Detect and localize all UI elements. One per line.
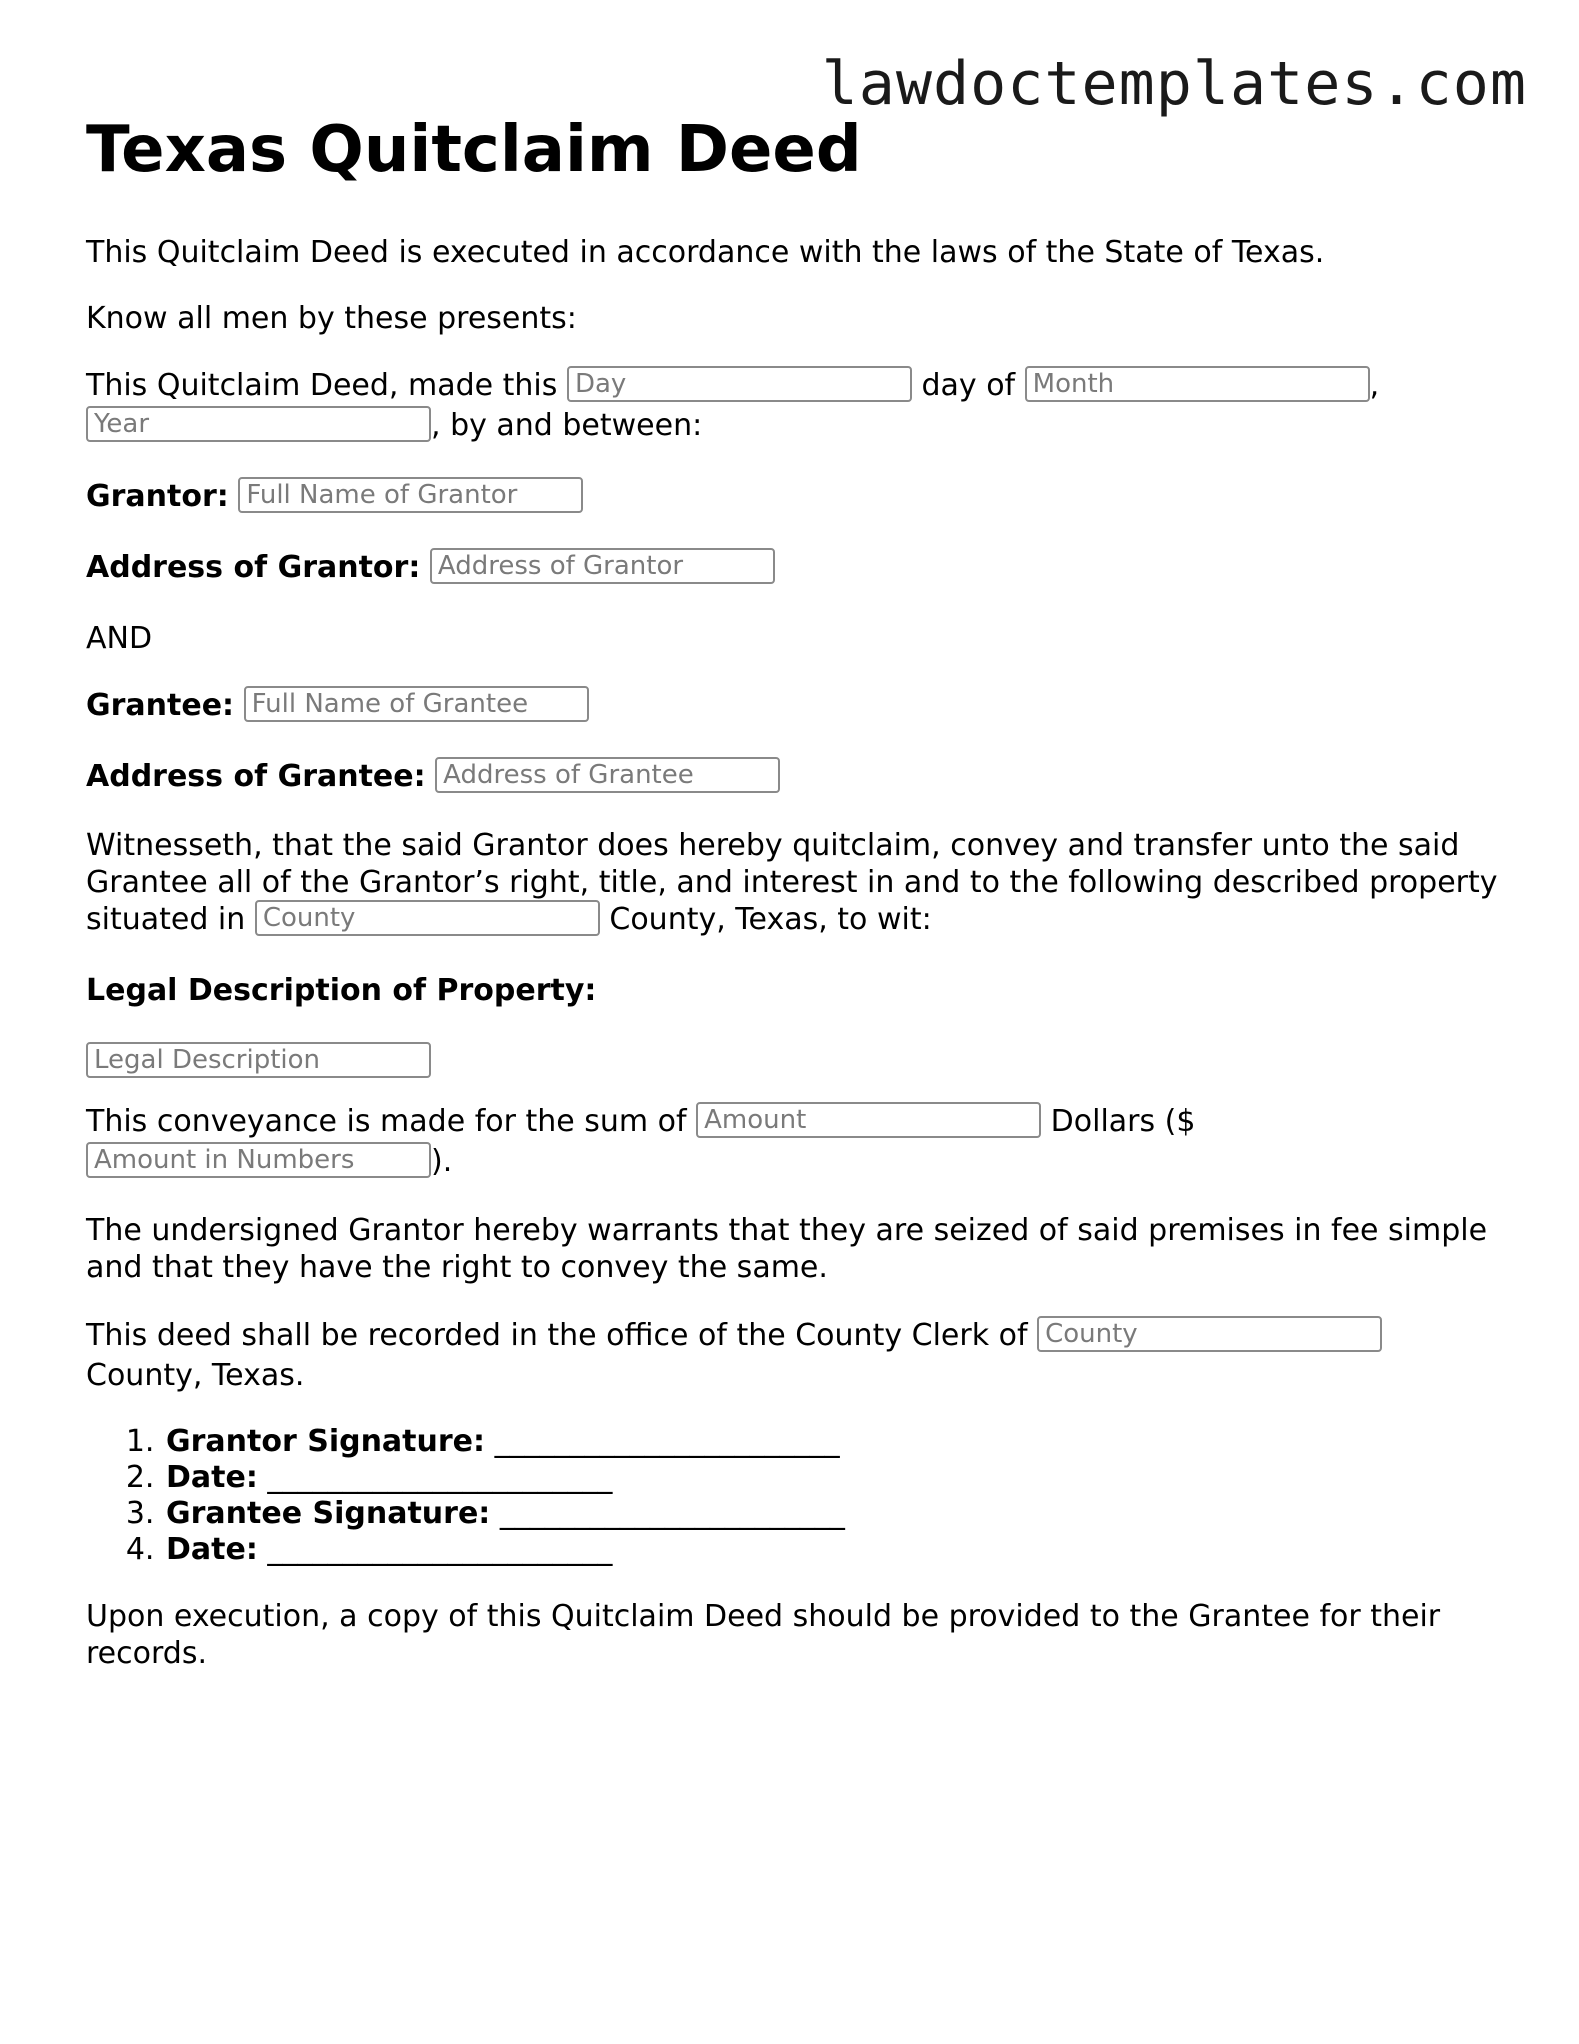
legal-description-row: [86, 1043, 1506, 1080]
warranty-text: The undersigned Grantor hereby warrants that they are seized of said premises in fee simple and that they have the right to convey the same.: [86, 1213, 1488, 1285]
recorded-prefix: This deed shall be recorded in the office of the County Clerk of: [86, 1318, 1028, 1353]
amount-numbers-input[interactable]: [86, 1142, 431, 1178]
recorded-suffix: County, Texas.: [86, 1358, 305, 1393]
signature-line: _______________________: [499, 1496, 845, 1531]
signature-item-grantor: [164, 1424, 1506, 1460]
signature-item-date-1: [164, 1460, 1506, 1496]
grantee-name-input[interactable]: [244, 686, 589, 722]
know-all-text: Know all men by these presents:: [86, 301, 577, 336]
conveyance-prefix: This conveyance is made for the sum of: [86, 1104, 687, 1139]
grantee-address-input[interactable]: [435, 757, 780, 793]
conveyance-paragraph: [86, 1102, 1506, 1182]
dollars-text: Dollars ($: [1050, 1104, 1196, 1139]
grantor-address-input[interactable]: [430, 548, 775, 584]
by-and-between-text: , by and between:: [431, 408, 703, 443]
comma-text: ,: [1369, 368, 1380, 403]
month-input[interactable]: [1025, 366, 1370, 402]
signature-list: [86, 1424, 1506, 1568]
witnesseth-paragraph: [86, 827, 1506, 938]
closing-text: Upon execution, a copy of this Quitclaim Deed should be provided to the Grantee for their records.: [86, 1599, 1441, 1671]
grantee-address-row: [86, 758, 1506, 795]
watermark: lawdoctemplates.com: [821, 49, 1527, 119]
legal-description-heading: Legal Description of Property:: [86, 973, 597, 1008]
conveyance-close: ).: [431, 1144, 453, 1179]
witnesseth-text: Witnesseth, that the said Grantor does hereby quitclaim, convey and transfer unto the said Grantee all of the Grantor’s right, title, and interest in and to the following described property situated in: [86, 828, 1498, 937]
grantor-address-label: Address of Grantor:: [86, 550, 421, 585]
intro-text: This Quitclaim Deed is executed in accordance with the laws of the State of Texas.: [86, 235, 1325, 270]
grantee-row: [86, 687, 1506, 724]
signature-item-date-2: [164, 1532, 1506, 1568]
signature-label: Date:: [166, 1532, 258, 1567]
grantor-address-row: [86, 549, 1506, 586]
legal-description-input[interactable]: [86, 1042, 431, 1078]
recording-county-input[interactable]: [1037, 1316, 1382, 1352]
grantor-label: Grantor:: [86, 479, 229, 514]
signature-line: _______________________: [267, 1460, 613, 1495]
day-of-text: day of: [921, 368, 1016, 403]
signature-label: Date:: [166, 1460, 258, 1495]
day-input[interactable]: [567, 366, 912, 402]
year-input[interactable]: [86, 406, 431, 442]
property-county-input[interactable]: [255, 900, 600, 936]
and-text: AND: [86, 621, 153, 656]
signature-line: _______________________: [494, 1424, 840, 1459]
witnesseth-suffix: County, Texas, to wit:: [609, 902, 932, 937]
made-this-paragraph: [86, 366, 1506, 446]
signature-label: Grantee Signature:: [166, 1496, 491, 1531]
recorded-paragraph: [86, 1316, 1506, 1396]
grantor-name-input[interactable]: [238, 477, 583, 513]
grantor-row: [86, 478, 1506, 515]
amount-input[interactable]: [696, 1102, 1041, 1138]
made-this-prefix: This Quitclaim Deed, made this: [86, 368, 558, 403]
document-page: [86, 108, 1506, 1672]
signature-line: _______________________: [267, 1532, 613, 1567]
grantee-label: Grantee:: [86, 688, 235, 723]
page-title: Texas Quitclaim Deed: [86, 113, 862, 187]
signature-item-grantee: [164, 1496, 1506, 1532]
grantee-address-label: Address of Grantee:: [86, 759, 426, 794]
signature-label: Grantor Signature:: [166, 1424, 486, 1459]
